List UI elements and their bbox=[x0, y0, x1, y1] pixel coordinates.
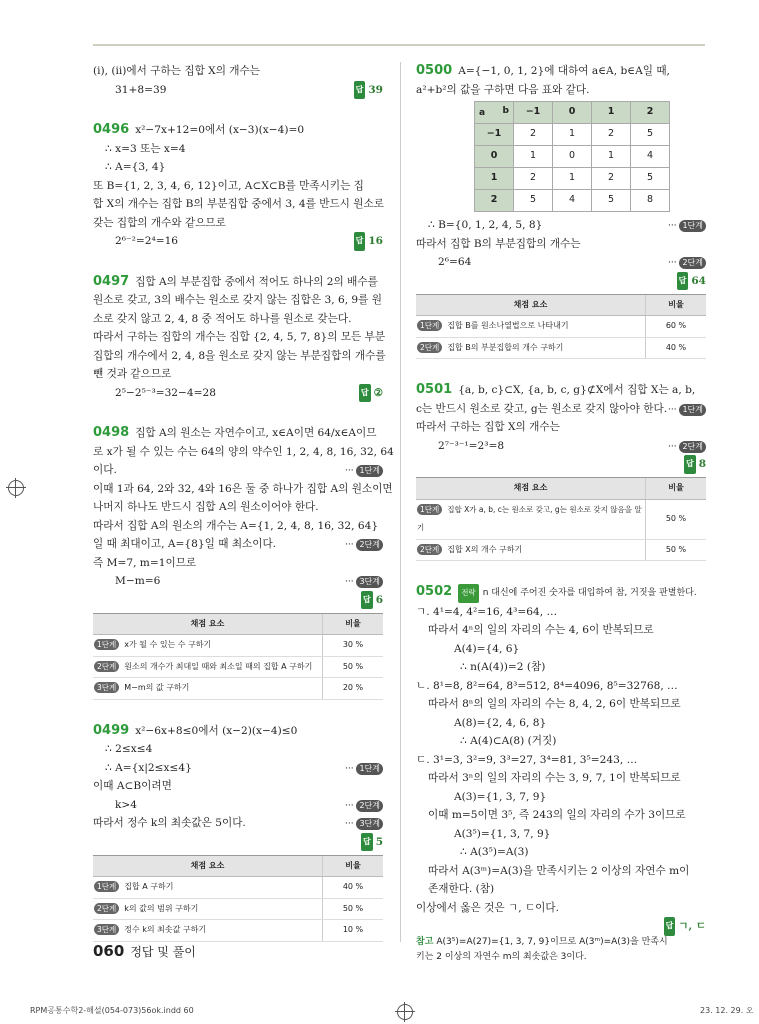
value-table: a b −1 0 1 2 −1 2 1 2 5 0 1 0 1 4 1 2 1 2 5 2 5 4 5 8 bbox=[474, 101, 670, 212]
problem-number: 0498 bbox=[93, 425, 130, 440]
answer-icon: 답 bbox=[684, 455, 696, 474]
table-row: 2단계 k의 값의 범위 구하기 50 % bbox=[93, 898, 383, 920]
step-label: ··· 3단계 bbox=[345, 815, 383, 834]
answer-icon: 답 bbox=[354, 232, 366, 251]
intro-line: 31+8=39 bbox=[115, 83, 167, 96]
table-row: −1 2 1 2 5 bbox=[475, 124, 670, 146]
step-label: ··· 2단계 bbox=[668, 438, 706, 457]
answer-badge: 답 8 bbox=[684, 455, 706, 474]
step-label: ··· 2단계 bbox=[668, 254, 706, 273]
answer-badge: 답 ㄱ, ㄷ bbox=[664, 917, 706, 936]
step-label: ··· 2단계 bbox=[345, 536, 383, 555]
scoring-table: 채점 요소 비율 1단계 x가 될 수 있는 수 구하기 30 % 2단계 원소의 개수가 최대일 때와 최소일 때의 집합 A 구하기 50 % 3단계 M−m의 값 구하기 20 % bbox=[93, 613, 383, 700]
note: 참고 A(3⁵)=A(27)={1, 3, 7, 9}이므로 A(3ᵐ)=A(3)을 만족시 키는 2 이상의 자연수 m의 최솟값은 3이다. bbox=[416, 937, 668, 962]
problem-number: 0501 bbox=[416, 382, 453, 397]
page-number: 060 bbox=[93, 942, 125, 960]
intro-line: (i), (ii)에서 구하는 집합 X의 개수는 bbox=[93, 65, 261, 77]
scoring-table: 채점 요소 비율 1단계 집합 X가 a, b, c는 원소로 갖고, g는 원소로 갖지 않음을 알기 50 % 2단계 집합 X의 개수 구하기 50 % bbox=[416, 477, 706, 561]
step-label: ··· 1단계 bbox=[345, 760, 383, 779]
answer-icon: 답 bbox=[359, 384, 371, 403]
table-row: 2 5 4 5 8 bbox=[475, 190, 670, 212]
step-label: ··· 3단계 bbox=[345, 573, 383, 592]
table-row: 2단계 집합 X의 개수 구하기 50 % bbox=[416, 539, 706, 561]
answer-badge: 답 64 bbox=[677, 272, 706, 291]
table-row: 1단계 집합 B를 원소나열법으로 나타내기 60 % bbox=[416, 316, 706, 338]
column-divider bbox=[400, 62, 401, 942]
page-footer bbox=[93, 942, 196, 960]
answer-icon: 답 bbox=[361, 833, 373, 852]
answer-badge: 답 39 bbox=[354, 81, 383, 100]
problem-number: 0497 bbox=[93, 273, 130, 289]
registration-mark-icon bbox=[8, 480, 24, 496]
strategy-tag: 전략 bbox=[458, 584, 479, 603]
answer-icon: 답 bbox=[361, 591, 373, 610]
table-corner: a b bbox=[475, 102, 514, 124]
table-row: 1단계 집합 X가 a, b, c는 원소로 갖고, g는 원소로 갖지 않음을 알기 50 % bbox=[416, 499, 706, 539]
answer-icon: 답 bbox=[354, 81, 366, 100]
step-label: ··· 1단계 bbox=[668, 401, 706, 420]
registration-mark-icon bbox=[397, 1004, 413, 1020]
table-row: 1단계 x가 될 수 있는 수 구하기 30 % bbox=[93, 635, 383, 657]
file-slug: RPM공통수학2-해설(054-073)56ok.indd 60 bbox=[30, 1006, 194, 1015]
problem-number: 0500 bbox=[416, 63, 453, 78]
table-row: 1단계 집합 A 구하기 40 % bbox=[93, 877, 383, 899]
scoring-table: 채점 요소 비율 1단계 집합 A 구하기 40 % 2단계 k의 값의 범위 구하기 50 % 3단계 정수 k의 최솟값 구하기 10 % bbox=[93, 855, 383, 942]
answer-badge: 답 5 bbox=[361, 833, 383, 852]
table-row: 0 1 0 1 4 bbox=[475, 146, 670, 168]
answer-icon: 답 bbox=[664, 917, 676, 936]
table-row: 3단계 정수 k의 최솟값 구하기 10 % bbox=[93, 920, 383, 942]
step-label: ··· 2단계 bbox=[345, 797, 383, 816]
right-column: 0500 A={−1, 0, 1, 2}에 대하여 a∈A, b∈A일 때, a²+b²의 값을 구하면 다음 표와 같다. a b −1 0 1 2 −1 2 1 2 5 0 1 0 1 4 1 2 1 2 5 2 5 4 5 8 ∴ B={0, 1, 2, 4, 5, 8} ··· 1단계 따라서 집합 B의 부분집합의 개수는 2⁶=64 ··· 2단계 답 64 채점 요소 비율 1단계 집합 B를 원소나열법으로 나타내기 60 % 2단계 집합 B의 부분집합의 개수 구하기 40 % 0501 {a, b, c}⊂X, {a, b, c, g}⊄X에서 집합 X는 a, b, c는 반드시 원소로 갖고, g는 원소로 갖지 않아야 한다. ··· 1단계 따라서 구하는 집합 X의 개수는 2⁷⁻³⁻¹=2³=8 ··· 2단계 답 8 채점 요소 비율 1단계 집합 X가 a, b, c는 원소로 갖고, g는 원소로 갖지 않음을 알기 50 % 2단계 집합 X의 개수 구하기 50 % 0502 전략 n 대신에 주어진 숫자를 대입하여 참, 거짓을 판별한다. ㄱ. 4¹=4, 4²=16, 4³=64, … 따라서 4ⁿ의 일의 자리의 수는 4, 6이 반복되므로 A(4)={4, 6} ∴ n(A(4))=2 (참) ㄴ. 8¹=8, 8²=64, 8³=512, 8⁴=4096, 8⁵=32768, … 따라서 8ⁿ의 일의 자리의 수는 8, 4, 2, 6이 반복되므로 A(8)={2, 4, 6, 8} ∴ A(4)⊂A(8) (거짓) ㄷ. 3¹=3, 3²=9, 3³=27, 3⁴=81, 3⁵=243, … 따라서 3ⁿ의 일의 자리의 수는 3, 9, 7, 1이 반복되므로 A(3)={1, 3, 7, 9} 이때 m=5이면 3⁵, 즉 243의 일의 자리의 수가 3이므로 A(3⁵)={1, 3, 7, 9} ∴ A(3⁵)=A(3) 따라서 A(3ᵐ)=A(3)을 만족시키는 2 이상의 자연수 m이 존재한다. (참) 이상에서 옳은 것은 ㄱ, ㄷ이다. 답 ㄱ, ㄷ 참고 A(3⁵)=A(27)={1, 3, 7, 9}이므로 A(3ᵐ)=A(3)을 만족시 키는 2 이상의 자연수 m의 최솟값은 3이다. bbox=[416, 62, 706, 965]
table-row: 2단계 원소의 개수가 최대일 때와 최소일 때의 집합 A 구하기 50 % bbox=[93, 656, 383, 678]
answer-badge: 답 ② bbox=[359, 384, 383, 403]
problem-number: 0502 bbox=[416, 584, 453, 599]
table-row: 1 2 1 2 5 bbox=[475, 168, 670, 190]
table-row: 2단계 집합 B의 부분집합의 개수 구하기 40 % bbox=[416, 337, 706, 359]
print-date: 23. 12. 29. 오 bbox=[700, 1006, 754, 1015]
step-label: ··· 1단계 bbox=[345, 462, 383, 481]
problem-number: 0496 bbox=[93, 122, 130, 137]
answer-badge: 답 16 bbox=[354, 232, 383, 251]
problem-number: 0499 bbox=[93, 722, 130, 738]
answer-icon: 답 bbox=[677, 272, 689, 291]
step-label: ··· 1단계 bbox=[668, 217, 706, 236]
left-column: (i), (ii)에서 구하는 집합 X의 개수는 31+8=39 답 39 0496 x²−7x+12=0에서 (x−3)(x−4)=0 ∴ x=3 또는 x=4 ∴ A={3, 4} 또 B={1, 2, 3, 4, 6, 12}이고, A⊂X⊂B를 만족시키는 집 합 X의 개수는 집합 B의 부분집합 중에서 3, 4를 반드시 원소로 갖는 집합의 개수와 같으므로 2⁶⁻²=2⁴=16 답 16 0497 집합 A의 부분집합 중에서 적어도 하나의 2의 배수를 원소로 갖고, 3의 배수는 원소로 갖지 않는 집합은 3, 6, 9를 원 소로 갖지 않고 2, 4, 8 중 적어도 하나를 원소로 갖는다. 따라서 구하는 집합의 개수는 집합 {2, 4, 5, 7, 8}의 모든 부분 집합의 개수에서 2, 4, 8을 원소로 갖지 않는 부분집합의 개수를 뺀 것과 같으므로 2⁵−2⁵⁻³=32−4=28 답 ② 0498 집합 A의 원소는 자연수이고, x∈A이면 64/x∈A이므 로 x가 될 수 있는 수는 64의 양의 약수인 1, 2, 4, 8, 16, 32, 64 이다. ··· 1단계 이때 1과 64, 2와 32, 4와 16은 둘 중 하나가 집합 A의 원소이면 나머지 하나도 반드시 집합 A의 원소이어야 한다. 따라서 집합 A의 원소의 개수는 A={1, 2, 4, 8, 16, 32, 64} 일 때 최대이고, A={8}일 때 최소이다. ··· 2단계 즉 M=7, m=1이므로 M−m=6 ··· 3단계 답 6 채점 요소 비율 1단계 x가 될 수 있는 수 구하기 30 % 2단계 원소의 개수가 최대일 때와 최소일 때의 집합 A 구하기 50 % 3단계 M−m의 값 구하기 20 % 0499 x²−6x+8≤0에서 (x−2)(x−4)≤0 ∴ 2≤x≤4 ∴ A={x|2≤x≤4} ··· 1단계 이때 A⊂B이려면 k>4 ··· 2단계 따라서 정수 k의 최솟값은 5이다. ··· 3단계 답 5 채점 요소 비율 1단계 집합 A 구하기 40 % 2단계 k의 값의 범위 구하기 50 % 3단계 정수 k의 최솟값 구하기 10 % bbox=[93, 62, 383, 942]
table-row: 3단계 M−m의 값 구하기 20 % bbox=[93, 678, 383, 700]
footer-title: 정답 및 풀이 bbox=[130, 945, 196, 959]
top-rule bbox=[93, 44, 705, 46]
answer-badge: 답 6 bbox=[361, 591, 383, 610]
scoring-table: 채점 요소 비율 1단계 집합 B를 원소나열법으로 나타내기 60 % 2단계 집합 B의 부분집합의 개수 구하기 40 % bbox=[416, 294, 706, 360]
